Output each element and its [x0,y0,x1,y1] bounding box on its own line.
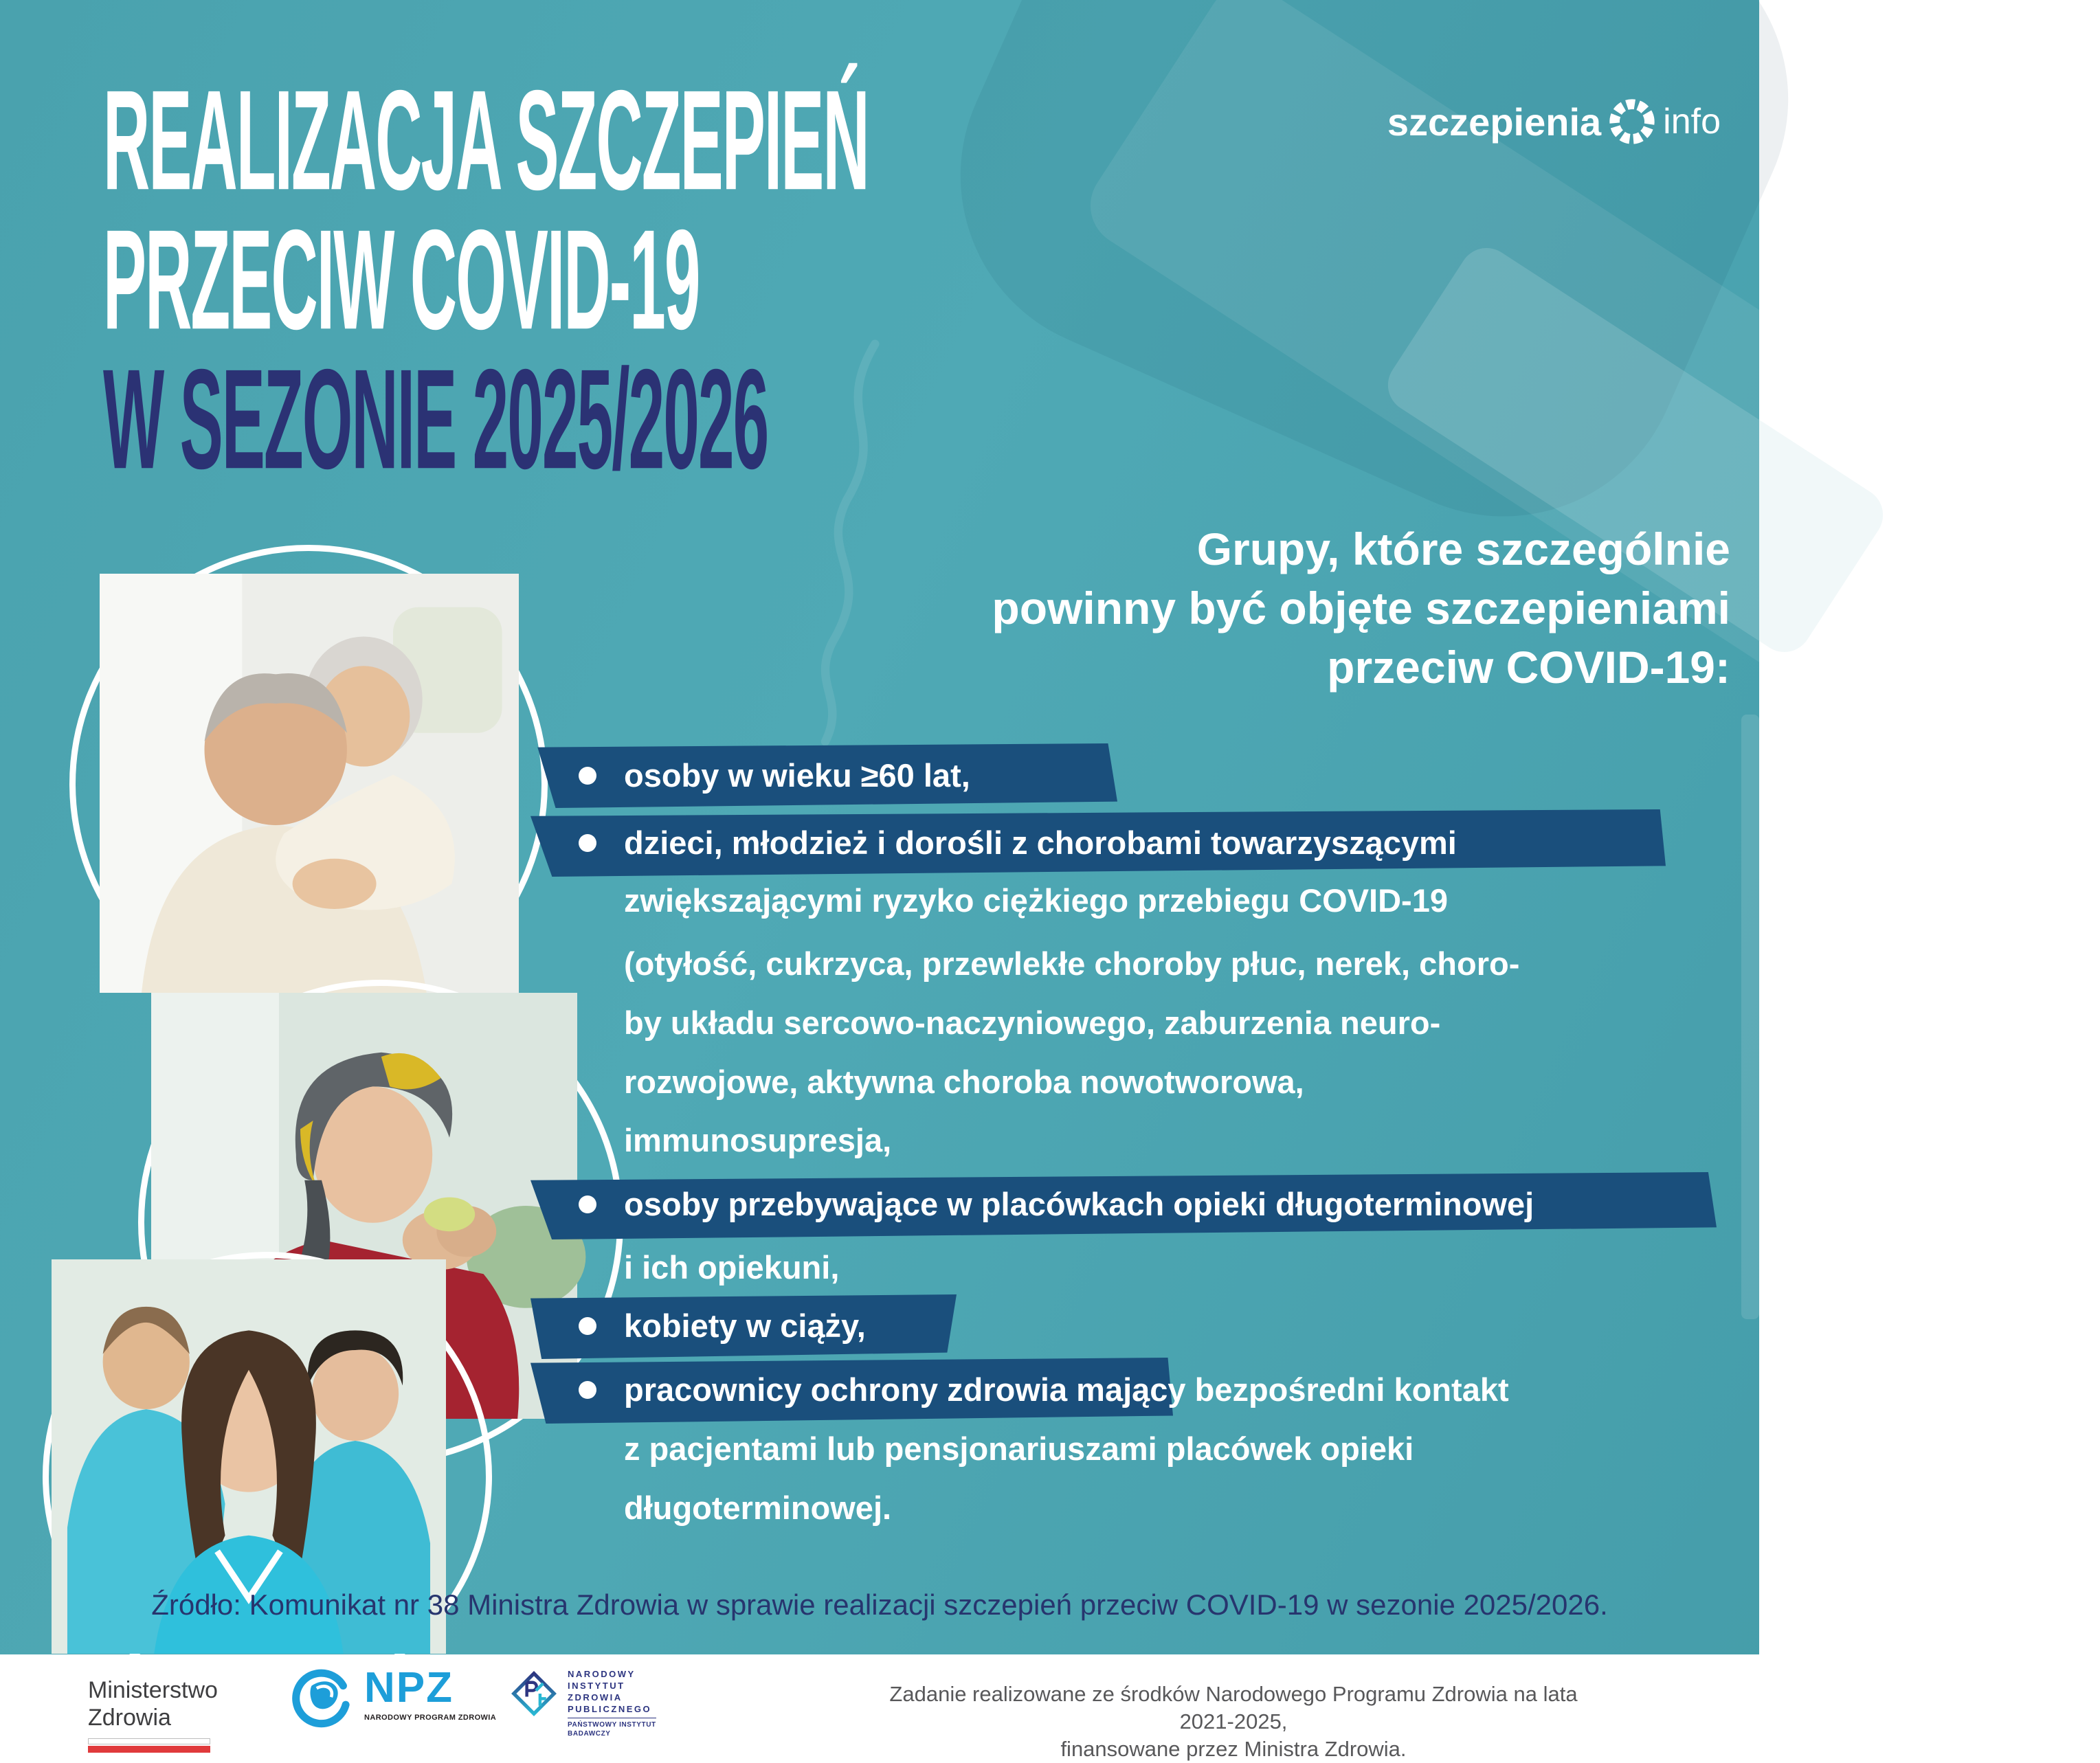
bullet-5-plain-part: mający bezpośredni kontakt [1067,1371,1509,1408]
bullet-5-text [624,1369,1509,1411]
bullet-5-continuation-1: z pacjentami lub pensjonariuszami placówek opieki [624,1430,1414,1467]
bullet-2-text: dzieci, młodzież i dorośli z chorobami towarzyszącymi [624,824,1457,861]
nizp-pzh-logo [509,1668,656,1738]
nizp-diamond-icon [509,1668,559,1719]
background-edge-strip [1741,715,1759,1319]
segmented-ring-icon [1605,95,1659,148]
title-line-2: PRZECIW COVID-19 [103,199,700,359]
source-note: Źródło: Komunikat nr 38 Ministra Zdrowia w sprawie realizacji szczepień przeciw COVID-19 w sezonie 2025/2026. [151,1588,1608,1621]
bullet-dot-2 [579,834,596,852]
funding-line-2: finansowane przez Ministra Zdrowia. [1060,1737,1407,1761]
nizp-sub-block [568,1718,656,1738]
npz-abbr: NPZ [364,1664,454,1711]
poland-flag-underline [88,1738,210,1753]
nizp-subline-2: BADAWCZY [568,1730,611,1738]
szczepienia-info-logo [1387,95,1721,148]
bullet-1-text: osoby w wieku ≥60 lat, [624,757,970,794]
bullet-dot-4 [579,1317,596,1335]
bullet-2-continuation-1: zwiększającymi ryzyko ciężkiego przebiegu COVID-19 [624,882,1448,919]
footer [0,1654,1759,1761]
heading-line-2: powinny być objęte szczepieniami [992,583,1730,633]
npz-subtitle: NARODOWY PROGRAM ZDROWIA [364,1714,497,1722]
bullet-5-continuation-2: długoterminowej. [624,1490,892,1526]
brand-suffix: info [1663,102,1721,142]
ministry-name-line-1: Ministerstwo [88,1677,218,1703]
bullet-5-highlight-part: pracownicy ochrony zdrowia [624,1371,1068,1408]
npz-swoosh-icon [291,1667,355,1730]
title-line-3: W SEZONIE 2025/2026 [103,339,768,499]
bullet-dot-1 [579,767,596,785]
bullet-3-continuation-1: i ich opiekuni, [624,1249,840,1285]
groups-heading [528,519,1730,697]
heading-line-1: Grupy, które szczególnie [1196,524,1730,574]
funding-line-1: Zadanie realizowane ze środków Narodowego Programu Zdrowia na lata 2021-2025, [889,1682,1578,1733]
npz-logo [291,1664,497,1730]
bullet-4-text: kobiety w ciąży, [624,1307,866,1344]
photo-elderly-couple [100,574,519,993]
bullet-2-continuation-3: by układu sercowo-naczyniowego, zaburzenia neuro- [624,1004,1441,1041]
brand-name: szczepienia [1387,100,1602,144]
title-line-1: REALIZACJA SZCZEPIEŃ [103,60,869,220]
heading-line-3: przeciw COVID-19: [1327,642,1730,693]
bullet-2-continuation-4: rozwojowe, aktywna choroba nowotworowa, [624,1064,1304,1100]
nizp-subline-1: PAŃSTWOWY INSTYTUT [568,1721,656,1729]
ministry-of-health-logo [88,1676,218,1753]
funding-note [880,1681,1587,1763]
bullet-3-text: osoby przebywające w placówkach opieki długoterminowej [624,1186,1534,1222]
bullet-dot-5 [579,1381,596,1399]
bullet-2-continuation-2: (otyłość, cukrzyca, przewlekłe choroby płuc, nerek, choro- [624,945,1520,982]
nizp-line-3: ZDROWIA [568,1692,623,1703]
bullet-dot-3 [579,1195,596,1213]
nizp-line-2: INSTYTUT [568,1681,625,1691]
ministry-name-line-2: Zdrowia [88,1705,171,1731]
bullet-2-continuation-5: immunosupresja, [624,1122,892,1158]
nizp-text [568,1668,656,1738]
nizp-line-1: NARODOWY [568,1669,636,1679]
npz-text [364,1664,497,1722]
nizp-line-4: PUBLICZNEGO [568,1704,652,1714]
